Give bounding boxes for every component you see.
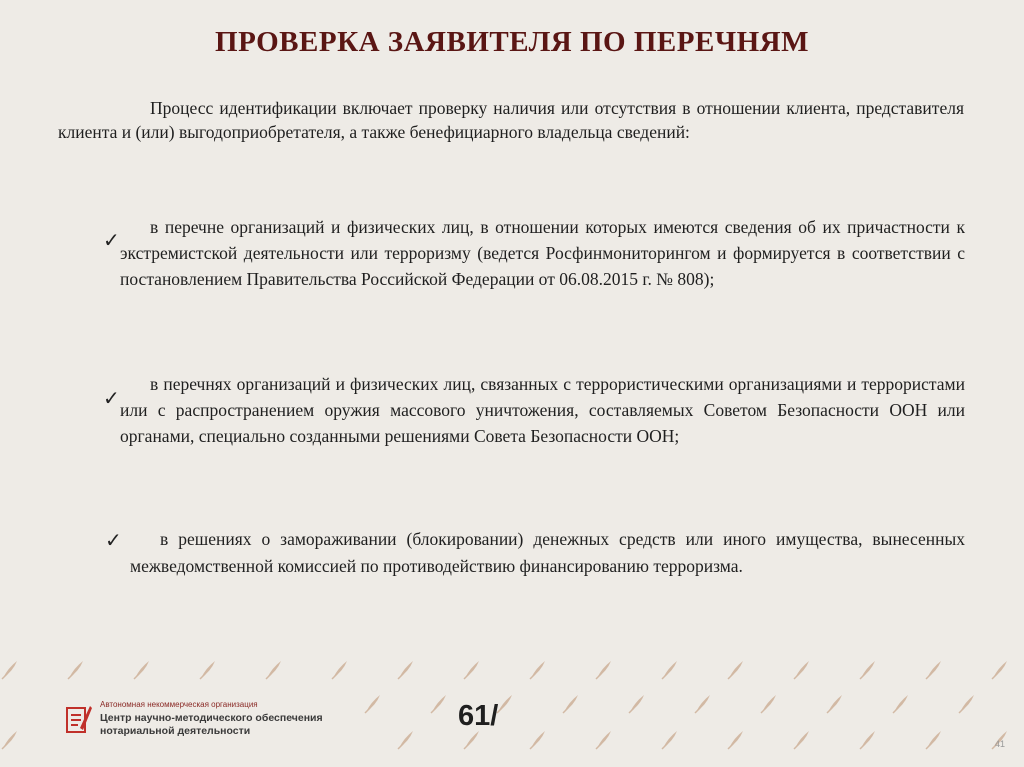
notary-logo-icon [66, 702, 92, 736]
logo-caption: Автономная некоммерческая организация [100, 700, 258, 709]
bullet-item: в решениях о замораживании (блокировании) денежных средств или иного имущества, вынесенных межведомственной комиссией по противодействию финансированию терроризма. [130, 529, 965, 576]
slide-number: 41 [995, 739, 1006, 749]
slide-title: ПРОВЕРКА ЗАЯВИТЕЛЯ ПО ПЕРЕЧНЯМ [215, 26, 809, 58]
checkmark-icon: ✓ [103, 228, 120, 252]
page-reference: 61/ [458, 700, 499, 732]
logo-title-line2: нотариальной деятельности [100, 725, 251, 737]
checkmark-icon: ✓ [103, 386, 120, 410]
intro-paragraph: Процесс идентификации включает проверку наличия или отсутствия в отношении клиента, представителя клиента и (или) выгодоприобретателя, а также бенефициарного владельца сведений: [58, 98, 964, 142]
organization-logo [60, 694, 350, 742]
bullet-item: в перечнях организаций и физических лиц, связанных с террористическими организациями и террористами или с распространением оружия массового уничтожения, составляемых Советом Безопасности ООН или органами, специально созданными решениями Совета Безопасности ООН; [120, 374, 965, 446]
logo-title-line1: Центр научно-методического обеспечения [100, 712, 323, 724]
bullet-item: в перечне организаций и физических лиц, в отношении которых имеются сведения об их причастности к экстремистской деятельности или терроризму (ведется Росфинмониторингом и формируется в соответствии с постановлением Правительства Российской Федерации от 06.08.2015 г. № 808); [120, 217, 965, 289]
checkmark-icon: ✓ [105, 528, 122, 552]
